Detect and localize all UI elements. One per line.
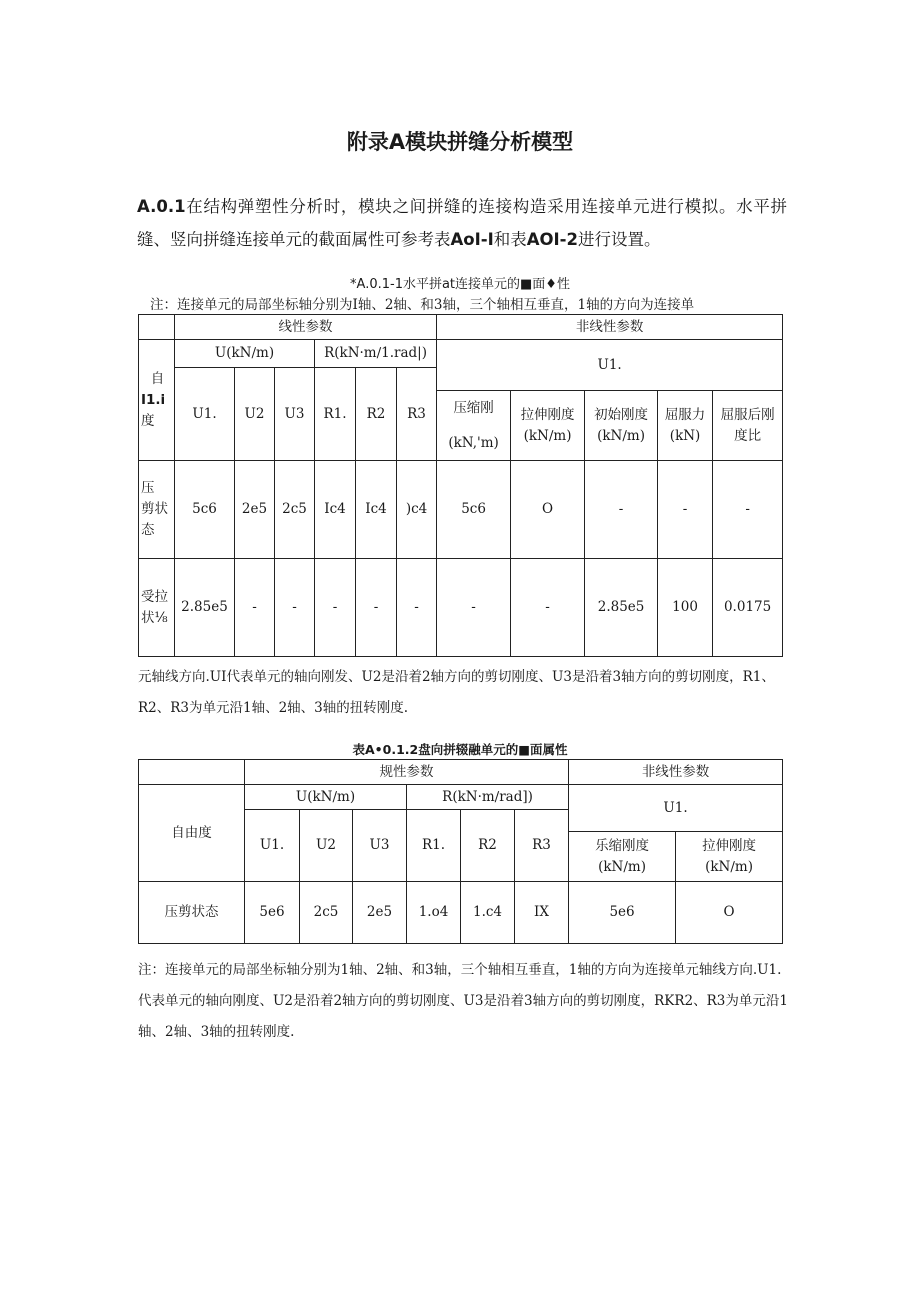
col-u3: U3	[353, 810, 407, 882]
intro-paragraph	[137, 190, 787, 256]
cell: 2e5	[353, 882, 407, 944]
cell: 5c6	[175, 461, 235, 559]
cell: -	[713, 461, 783, 559]
col-r2: R2	[461, 810, 515, 882]
table1	[138, 314, 783, 657]
cell: 100	[658, 559, 713, 657]
u1-group-header: U1.	[437, 340, 783, 391]
col-r1: R1.	[407, 810, 461, 882]
table-row	[139, 461, 783, 559]
cell: -	[356, 559, 397, 657]
table1-caption: *A.0.1-1水平拼at连接单元的■面♦性	[350, 277, 570, 292]
table-row	[139, 559, 783, 657]
cell: -	[437, 559, 511, 657]
u1-group-header: U1.	[569, 785, 783, 832]
nl-col-tension: 拉伸刚度 (kN∕m)	[511, 391, 585, 461]
intro-text: 在结构弹塑性分析时，模块之间拼缝的连接构造采用连接单元进行模拟。水平拼缝、竖向拼缝连接单元的截面属性可参考表	[137, 197, 787, 249]
nonlinear-header: 非线性参数	[569, 760, 783, 785]
cell: 2e5	[235, 461, 275, 559]
table-ref-2: AOI-2	[526, 230, 578, 249]
cell: )c4	[397, 461, 437, 559]
u-group-header: U(kN∕m)	[175, 340, 315, 368]
linear-header: 规性参数	[245, 760, 569, 785]
corner-cell	[139, 315, 175, 340]
corner-cell	[139, 760, 245, 785]
linear-header: 线性参数	[175, 315, 437, 340]
table2-caption: 表A•0.1.2盘向拼辍融单元的■面属性	[352, 742, 568, 757]
cell: -	[235, 559, 275, 657]
table-row	[139, 882, 783, 944]
table2	[138, 759, 783, 944]
dof-label: 自由度	[139, 785, 245, 882]
nl-col-yield: 屈服力 (kN)	[658, 391, 713, 461]
nonlinear-header: 非线性参数	[437, 315, 783, 340]
clause-number: A.0.1	[137, 197, 186, 216]
u-group-header: U(kN∕m)	[245, 785, 407, 810]
cell: -	[585, 461, 658, 559]
col-r1: R1.	[315, 368, 356, 461]
r-group-header: R(kN·m∕1.rad|)	[315, 340, 437, 368]
table1-note-top: 注：连接单元的局部坐标轴分别为I轴、2轴、和3轴，三个轴相互垂直，1轴的方向为连接单	[150, 297, 695, 313]
page-title: 附录A模块拼缝分析模型	[346, 130, 574, 154]
cell: 2c5	[300, 882, 353, 944]
cell: 5e6	[245, 882, 300, 944]
col-u2: U2	[300, 810, 353, 882]
dof-label-2: I1.i	[141, 391, 166, 408]
cell: -	[511, 559, 585, 657]
dof-label-1: 自	[150, 370, 165, 387]
cell: Ic4	[356, 461, 397, 559]
col-r2: R2	[356, 368, 397, 461]
cell: 5e6	[569, 882, 676, 944]
col-u2: U2	[235, 368, 275, 461]
col-u1: U1.	[245, 810, 300, 882]
cell: -	[397, 559, 437, 657]
cell: IX	[515, 882, 569, 944]
table2-note-after: 注：连接单元的局部坐标轴分别为1轴、2轴、和3轴，三个轴相互垂直，1轴的方向为连接单元轴线方向.U1.代表单元的轴向刚度、U2是沿着2轴方向的剪切刚度、U3是沿着3轴方向的剪切刚度，RKR2、R3为单元沿1轴、2轴、3轴的扭转刚度.	[138, 962, 788, 1040]
cell: O	[676, 882, 783, 944]
nl-col-tension: 拉伸刚度 (kN∕m)	[676, 832, 783, 882]
r-group-header: R(kN·m∕rad])	[407, 785, 569, 810]
col-u3: U3	[275, 368, 315, 461]
table1-note-after: 元轴线方向.UI代表单元的轴向刚发、U2是沿着2轴方向的剪切刚度、U3是沿着3轴方向的剪切刚度，R1、R2、R3为单元沿1轴、2轴、3轴的扭转刚度.	[138, 669, 775, 716]
row-label: 压 剪状 态	[139, 461, 175, 559]
intro-text-mid: 和表	[493, 230, 527, 249]
table-ref-1: AoI-I	[450, 230, 494, 249]
row-label: 受拉 状⅛	[139, 559, 175, 657]
nl-col-initial: 初始刚度 (kN∕m)	[585, 391, 658, 461]
cell: 0.0175	[713, 559, 783, 657]
cell: 1.o4	[407, 882, 461, 944]
cell: O	[511, 461, 585, 559]
cell: 2c5	[275, 461, 315, 559]
nl-col-postyield: 屈服后刚 度比	[713, 391, 783, 461]
cell: 1.c4	[461, 882, 515, 944]
cell: -	[315, 559, 356, 657]
nl-col-compress: 乐缩刚度 (kN∕m)	[569, 832, 676, 882]
col-u1: U1.	[175, 368, 235, 461]
nl-col-compress: 压缩刚 (kN,'m)	[437, 391, 511, 461]
dof-label-3: 度	[141, 412, 155, 429]
row-label: 压剪状态	[139, 882, 245, 944]
dof-label	[139, 340, 175, 461]
cell: 5c6	[437, 461, 511, 559]
cell: Ic4	[315, 461, 356, 559]
cell: 2.85e5	[585, 559, 658, 657]
col-r3: R3	[515, 810, 569, 882]
cell: 2.85e5	[175, 559, 235, 657]
intro-text-tail: 进行设置。	[578, 230, 661, 249]
cell: -	[658, 461, 713, 559]
col-r3: R3	[397, 368, 437, 461]
cell: -	[275, 559, 315, 657]
